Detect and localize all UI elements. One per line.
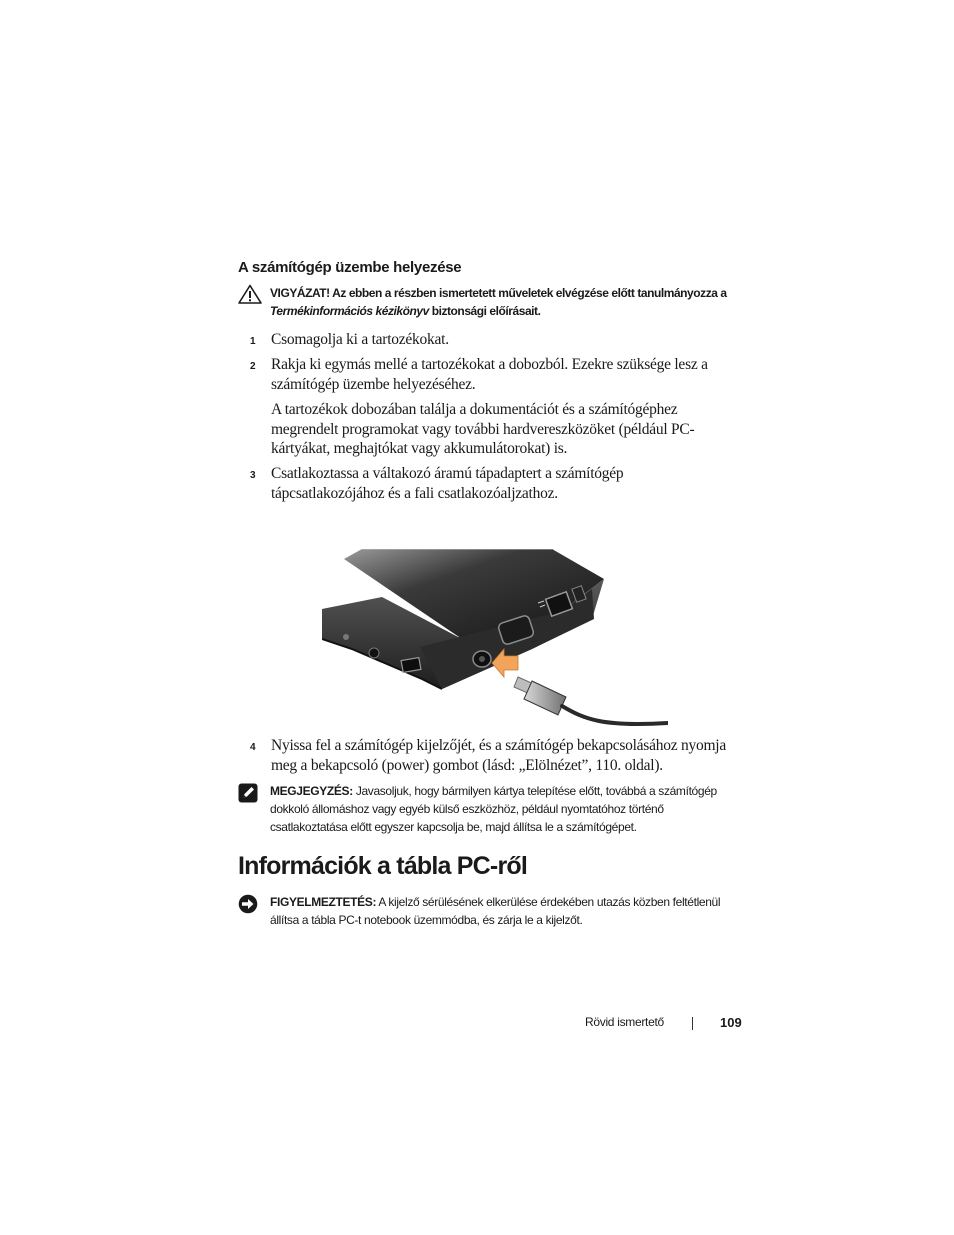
- footer-section-name: Rövid ismertető: [585, 1015, 664, 1029]
- step-number: 4: [250, 742, 256, 753]
- notice-text: A kijelző sérülésének elkerülése érdekében utazás közben feltétlenül állítsa a tábla PC-t notebook üzemmódba, és zárja le a kijelzőt.: [270, 895, 721, 927]
- ac-adapter-illustration: [322, 549, 668, 729]
- caution-text-before: Az ebben a részben ismertetett műveletek elvégzése előtt tanulmányozza a: [329, 286, 727, 300]
- step-extra-text: A tartozékok dobozában találja a dokumentációt és a számítógéphez megrendelt programokat vagy további hardvereszközöket (például PC-kártyákat, meghajtókat vagy akkumulátorokat) is.: [271, 401, 695, 457]
- step-1: [250, 330, 738, 350]
- caution-text-after: biztonsági előírásait.: [428, 304, 541, 318]
- caution-manual-title: Termékinformációs kézikönyv: [270, 304, 429, 318]
- step-3: [250, 464, 738, 503]
- warning-triangle-icon: [238, 284, 262, 309]
- step-text: Csomagolja ki a tartozékokat.: [271, 331, 449, 348]
- section-heading: A számítógép üzembe helyezése: [238, 259, 462, 276]
- step-number: 3: [250, 470, 256, 481]
- caution-label: VIGYÁZAT!: [270, 286, 330, 300]
- step-text: Csatlakoztassa a váltakozó áramú tápadaptert a számítógép tápcsatlakozójához és a fali csatlakozóaljzathoz.: [271, 465, 624, 502]
- note-pencil-icon: [238, 783, 258, 808]
- figyelmeztetes-notice: [238, 893, 738, 929]
- step-number: 1: [250, 336, 256, 347]
- note-notice: [238, 782, 738, 836]
- step-2: [250, 355, 738, 459]
- note-text: Javasoljuk, hogy bármilyen kártya telepítése előtt, továbbá a számítógép dokkoló állomáshoz vagy egyéb külső eszközhöz, például nyomtatóhoz történő csatlakoztatása előtt egyszer kapcsolja be, majd állítsa le a számítógépet.: [270, 784, 717, 834]
- footer-separator: [692, 1017, 693, 1030]
- step-text: Rakja ki egymás mellé a tartozékokat a dobozból. Ezekre szüksége lesz a számítógép üzembe helyezéséhez.: [271, 356, 708, 393]
- notice-label: FIGYELMEZTETÉS:: [270, 895, 377, 909]
- notice-arrow-icon: [238, 894, 258, 919]
- step-number: 2: [250, 361, 256, 372]
- step-4: [250, 736, 738, 775]
- caution-notice: [238, 284, 738, 320]
- page-number: 109: [720, 1015, 742, 1030]
- step-text: Nyissa fel a számítógép kijelzőjét, és a számítógép bekapcsolásához nyomja meg a bekapcsoló (power) gombot (lásd: „Elölnézet”, 110. oldal).: [271, 737, 726, 774]
- chapter-title: Információk a tábla PC-ről: [238, 852, 527, 880]
- note-label: MEGJEGYZÉS:: [270, 784, 353, 798]
